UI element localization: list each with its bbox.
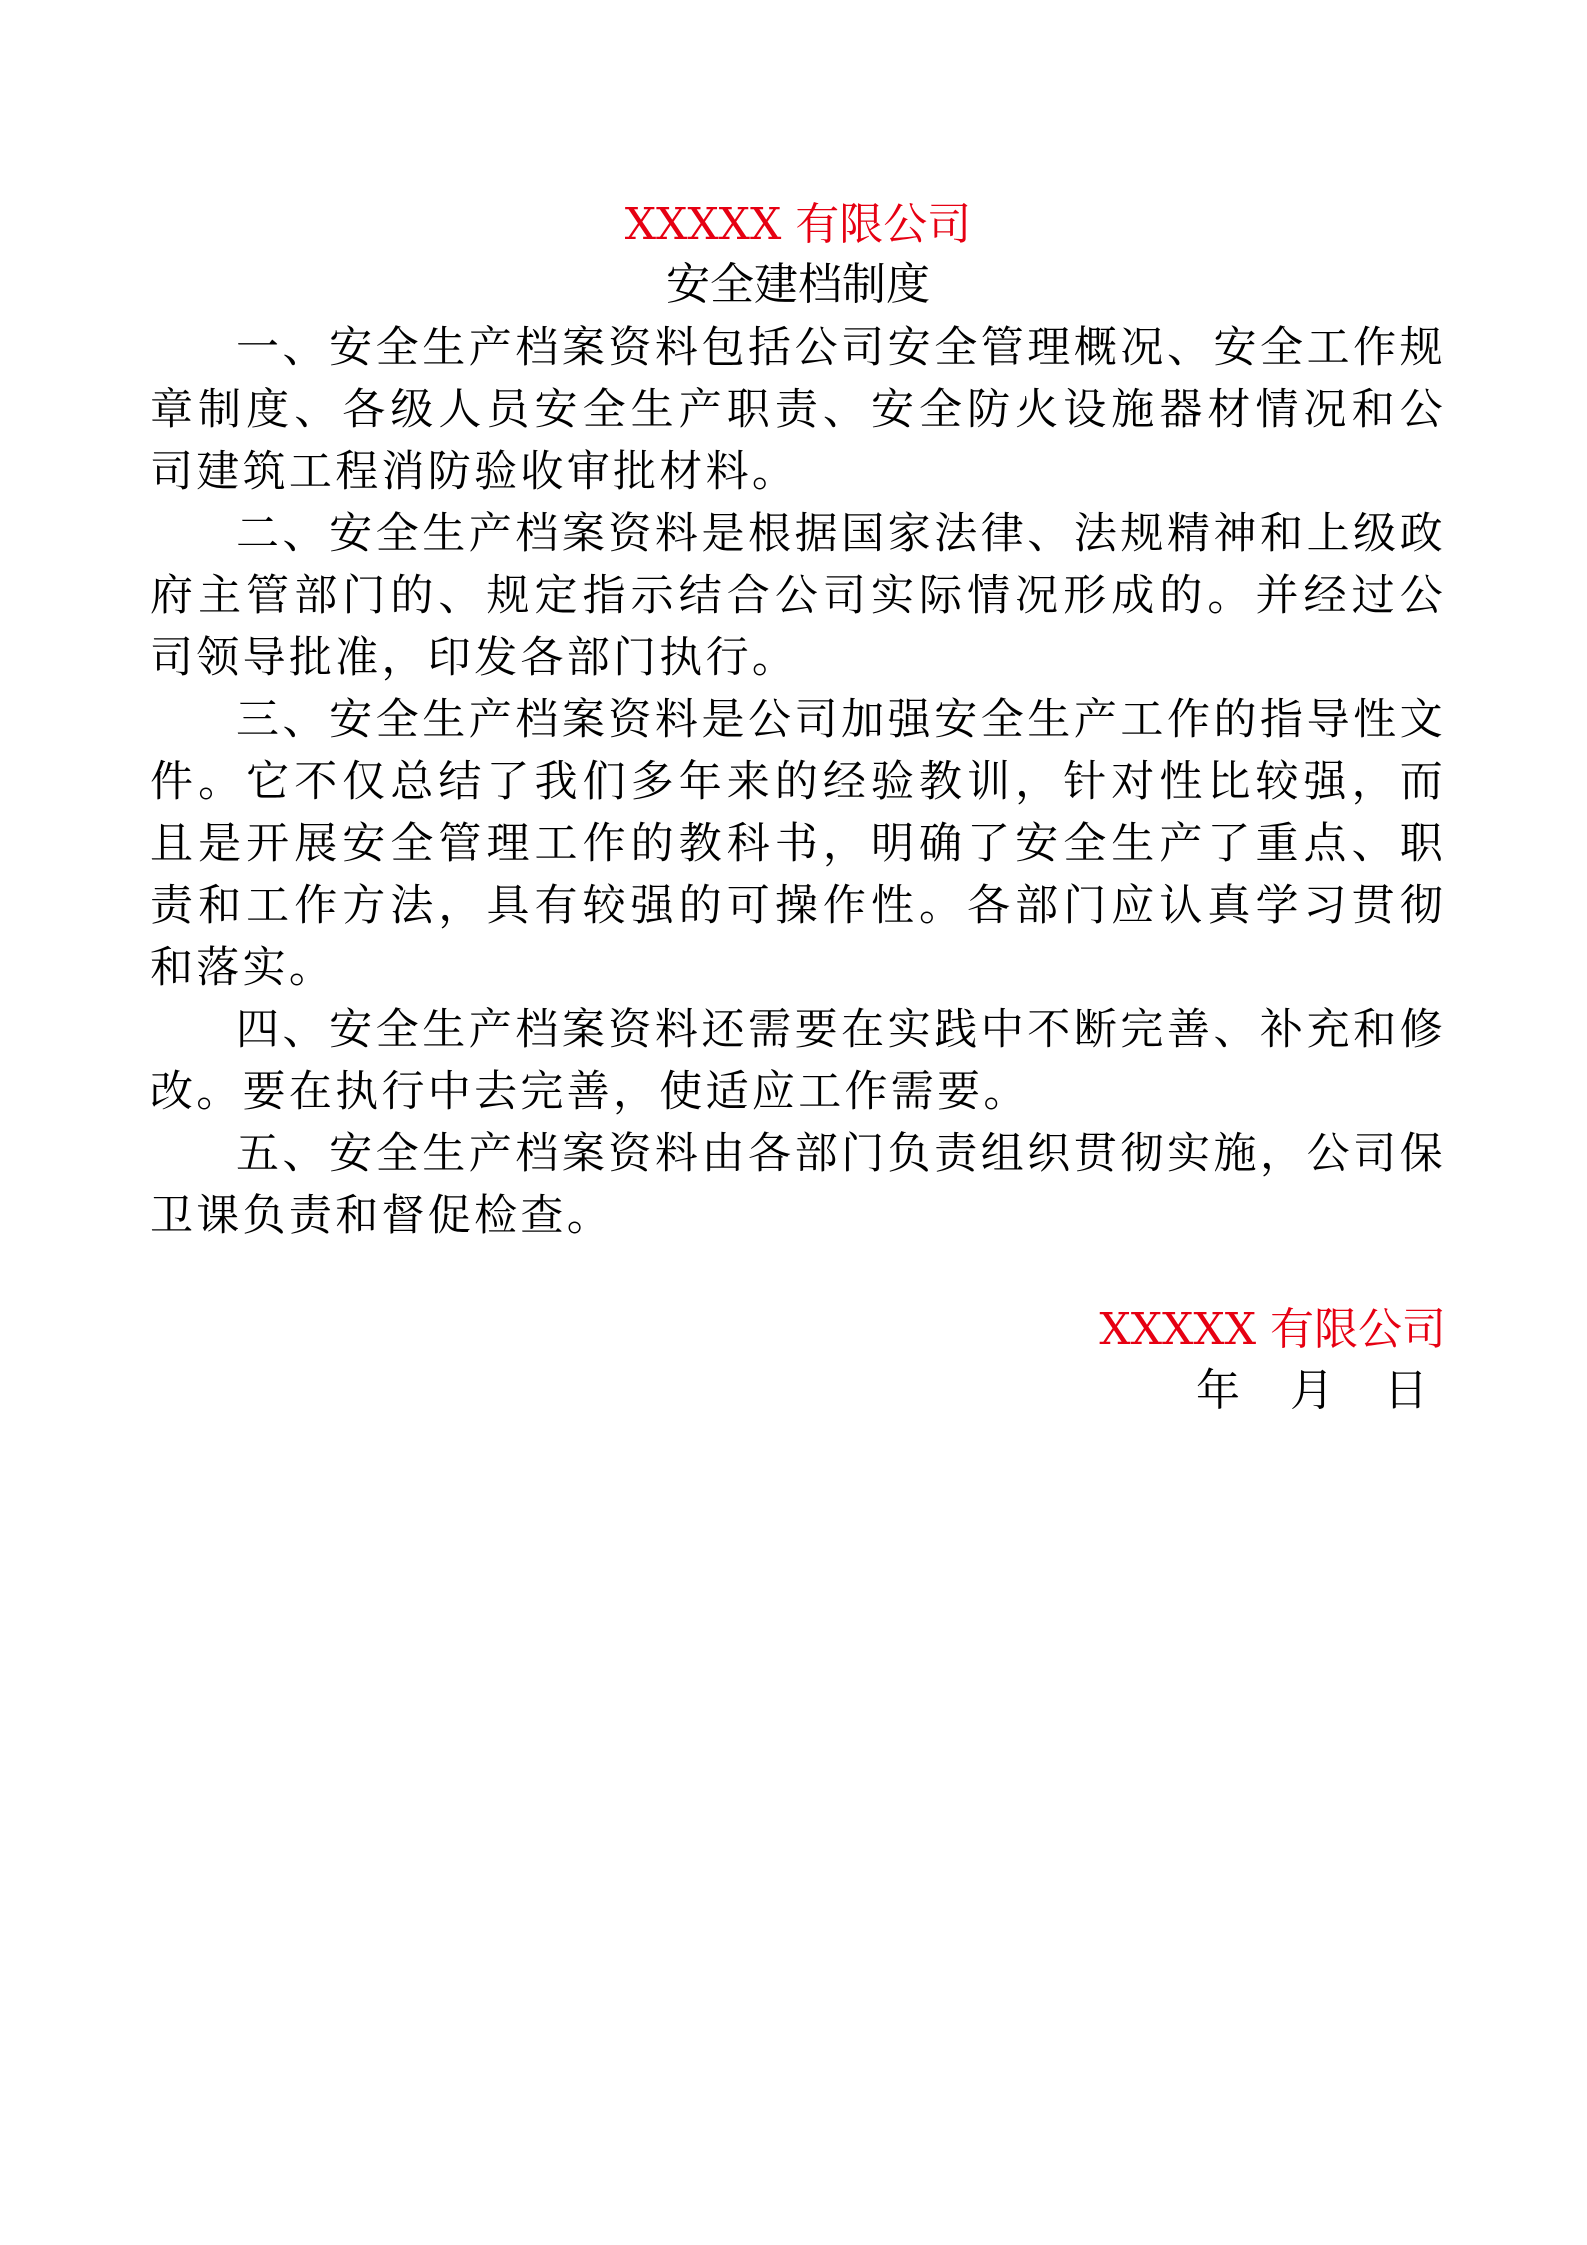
clause-paragraph-4: 四、安全生产档案资料还需要在实践中不断完善、补充和修改。要在执行中去完善，使适应工作需要。 <box>150 1005 1446 1117</box>
signature-block <box>150 1300 1446 1422</box>
clause-paragraph-5: 五、安全生产档案资料由各部门负责组织贯彻实施，公司保卫课负责和督促检查。 <box>150 1129 1446 1241</box>
clause-paragraph-2: 二、安全生产档案资料是根据国家法律、法规精神和上级政府主管部门的、规定指示结合公司实际情况形成的。并经过公司领导批准，印发各部门执行。 <box>150 509 1446 683</box>
clause-paragraph-3: 三、安全生产档案资料是公司加强安全生产工作的指导性文件。它不仅总结了我们多年来的经验教训，针对性比较强，而且是开展安全管理工作的教科书，明确了安全生产了重点、职责和工作方法，具有较强的可操作性。各部门应认真学习贯彻和落实。 <box>150 695 1446 993</box>
clause-paragraph-1: 一、安全生产档案资料包括公司安全管理概况、安全工作规章制度、各级人员安全生产职责、安全防火设施器材情况和公司建筑工程消防验收审批材料。 <box>150 323 1446 497</box>
company-name-heading: XXXXX 有限公司 <box>624 199 972 250</box>
document-body <box>150 195 1446 1247</box>
signature-company: XXXXX 有限公司 <box>1099 1304 1446 1355</box>
document-title: 安全建档制度 <box>666 259 930 310</box>
signature-date: 年 月 日 <box>1196 1365 1446 1416</box>
